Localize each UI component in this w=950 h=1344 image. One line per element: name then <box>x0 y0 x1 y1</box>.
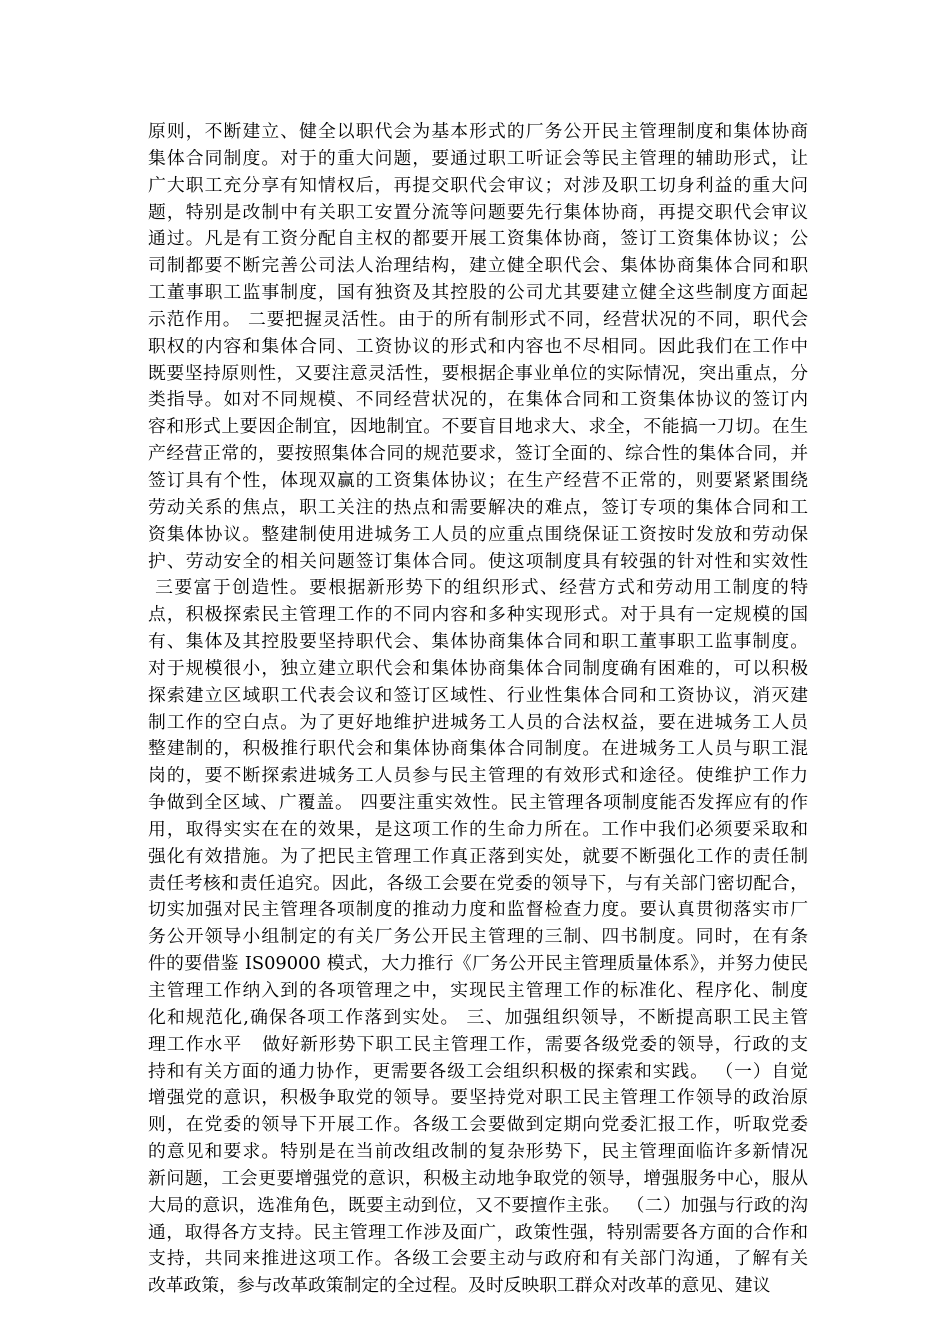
text-line: 容和形式上要因企制宜，因地制宜。不要盲目地求大、求全，不能搞一刀切。在生 <box>148 416 808 438</box>
text-line: 制工作的空白点。为了更好地维护进城务工人员的合法权益，要在进城务工人员 <box>148 711 808 733</box>
text-line: 三要富于创造性。要根据新形势下的组织形式、经营方式和劳动用工制度的特 <box>148 577 808 599</box>
text-line: 用，取得实实在在的效果，是这项工作的生命力所在。工作中我们必须要采取和 <box>148 818 808 840</box>
text-line: 司制都要不断完善公司法人治理结构，建立健全职代会、集体协商集体合同和职 <box>148 255 808 277</box>
text-line: 化和规范化,确保各项工作落到实处。 三、加强组织领导，不断提高职工民主管 <box>148 1006 808 1028</box>
text-line: 点，积极探索民主管理工作的不同内容和多种实现形式。对于具有一定规模的国 <box>148 604 808 626</box>
text-line: 原则，不断建立、健全以职代会为基本形式的厂务公开民主管理制度和集体协商 <box>148 121 808 142</box>
text-line: 争做到全区域、广覆盖。 四要注重实效性。民主管理各项制度能否发挥应有的作 <box>148 792 808 814</box>
text-line: 通，取得各方支持。民主管理工作涉及面广，政策性强，特别需要各方面的合作和 <box>148 1221 808 1243</box>
text-line: 理工作水平 做好新形势下职工民主管理工作，需要各级党委的领导，行政的支 <box>148 1033 808 1055</box>
text-line: 增强党的意识，积极争取党的领导。要坚持党对职工民主管理工作领导的政治原 <box>148 1087 808 1109</box>
text-line: 大局的意识，选准角色，既要主动到位，又不要擅作主张。 （二）加强与行政的沟 <box>148 1194 808 1216</box>
text-line: 改革政策，参与改革政策制定的全过程。及时反映职工群众对改革的意见、建议 <box>148 1275 771 1297</box>
text-line: 示范作用。 二要把握灵活性。由于的所有制形式不同，经营状况的不同，职代会 <box>148 308 808 330</box>
text-line: 支持，共同来推进这项工作。各级工会要主动与政府和有关部门沟通，了解有关 <box>148 1248 808 1270</box>
text-line: 签订具有个性，体现双赢的工资集体协议；在生产经营不正常的，则要紧紧围绕 <box>148 469 808 491</box>
text-line: 有、集体及其控股要坚持职代会、集体协商集体合同和职工董事职工监事制度。 <box>148 631 808 653</box>
text-line: 产经营正常的，要按照集体合同的规范要求，签订全面的、综合性的集体合同，并 <box>148 443 808 465</box>
text-line: 题，特别是改制中有关职工安置分流等问题要先行集体协商，再提交职代会审议 <box>148 201 808 223</box>
text-line: 务公开领导小组制定的有关厂务公开民主管理的三制、四书制度。同时，在有条 <box>148 926 808 948</box>
text-line: 劳动关系的焦点，职工关注的热点和需要解决的难点，签订专项的集体合同和工 <box>148 496 808 518</box>
text-line: 广大职工充分享有知情权后，再提交职代会审议；对涉及职工切身利益的重大问 <box>148 174 808 196</box>
text-line: 则，在党委的领导下开展工作。各级工会要做到定期向党委汇报工作，听取党委 <box>148 1114 808 1136</box>
text-line: 新问题，工会更要增强党的意识，积极主动地争取党的领导，增强服务中心，服从 <box>148 1167 808 1189</box>
text-line: 护、劳动安全的相关问题签订集体合同。使这项制度具有较强的针对性和实效性 <box>148 550 808 572</box>
text-line: 岗的，要不断探索进城务工人员参与民主管理的有效形式和途径。使维护工作力 <box>148 765 808 787</box>
text-line: 既要坚持原则性，又要注意灵活性，要根据企事业单位的实际情况，突出重点，分 <box>148 362 808 384</box>
body-text <box>148 119 808 1300</box>
text-line: 件的要借鉴 IS09000 模式，大力推行《厂务公开民主管理质量体系》，并努力使民 <box>148 953 808 975</box>
text-line: 责任考核和责任追究。因此，各级工会要在党委的领导下，与有关部门密切配合， <box>148 872 808 894</box>
text-line: 通过。凡是有工资分配自主权的都要开展工资集体协商，签订工资集体协议；公 <box>148 228 808 250</box>
text-line: 切实加强对民主管理各项制度的推动力度和监督检查力度。要认真贯彻落实市厂 <box>148 899 808 921</box>
text-line: 职权的内容和集体合同、工资协议的形式和内容也不尽相同。因此我们在工作中 <box>148 335 808 357</box>
text-line: 工董事职工监事制度，国有独资及其控股的公司尤其要建立健全这些制度方面起 <box>148 282 808 304</box>
text-line: 强化有效措施。为了把民主管理工作真正落到实处，就要不断强化工作的责任制 <box>148 845 808 867</box>
text-line: 类指导。如对不同规模、不同经营状况的，在集体合同和工资集体协议的签订内 <box>148 389 808 411</box>
text-line: 资集体协议。整建制使用进城务工人员的应重点围绕保证工资按时发放和劳动保 <box>148 523 808 545</box>
text-line: 探索建立区域职工代表会议和签订区域性、行业性集体合同和工资协议，消灭建 <box>148 684 808 706</box>
text-line: 主管理工作纳入到的各项管理之中，实现民主管理工作的标准化、程序化、制度 <box>148 980 808 1001</box>
text-line: 整建制的，积极推行职代会和集体协商集体合同制度。在进城务工人员与职工混 <box>148 738 808 760</box>
text-line: 的意见和要求。特别是在当前改组改制的复杂形势下，民主管理面临许多新情况 <box>148 1141 808 1163</box>
text-line: 集体合同制度。对于的重大问题，要通过职工听证会等民主管理的辅助形式，让 <box>148 147 808 169</box>
text-line: 对于规模很小，独立建立职代会和集体协商集体合同制度确有困难的，可以积极 <box>148 657 808 679</box>
text-line: 持和有关方面的通力协作，更需要各级工会组织积极的探索和实践。 （一）自觉 <box>148 1060 808 1082</box>
